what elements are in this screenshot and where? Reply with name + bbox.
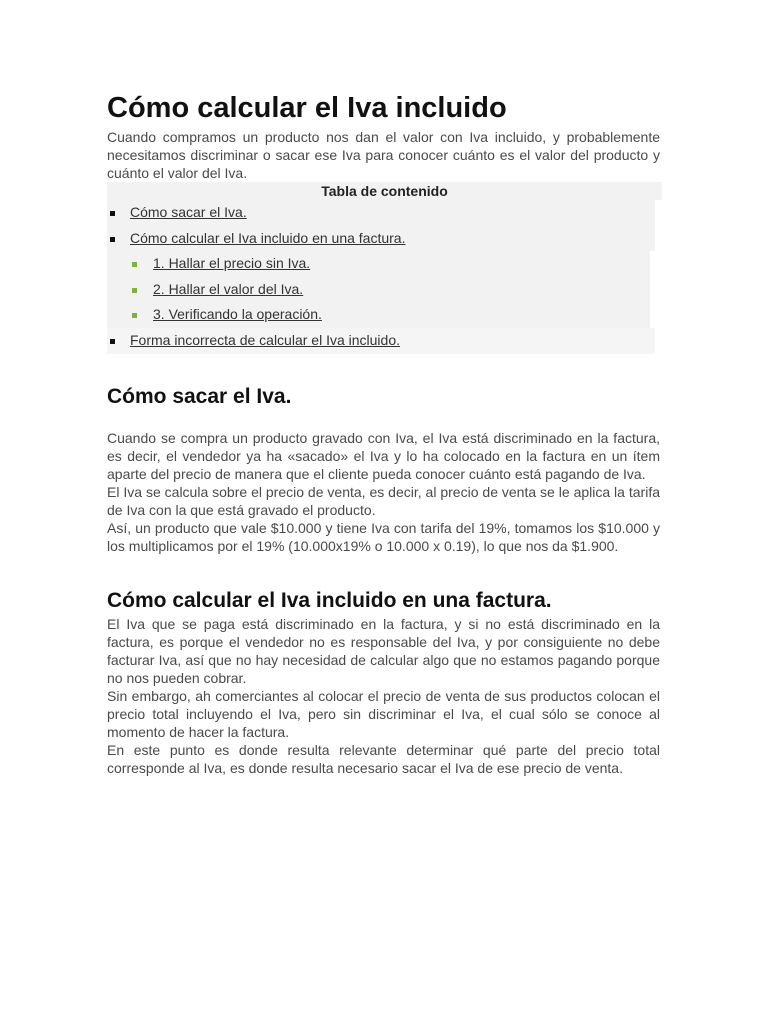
square-bullet-icon	[132, 288, 137, 293]
section-body	[107, 615, 660, 777]
toc-item-forma-incorrecta	[107, 328, 655, 354]
toc-link[interactable]: Cómo sacar el Iva.	[130, 204, 247, 220]
section-heading-calcular-iva-factura: Cómo calcular el Iva incluido en una factura.	[107, 588, 552, 612]
toc-link[interactable]: Cómo calcular el Iva incluido en una factura.	[130, 229, 406, 246]
toc-item-calcular-iva-factura	[107, 226, 655, 252]
square-bullet-icon	[110, 339, 115, 344]
toc-item-como-sacar-iva	[107, 200, 655, 226]
square-bullet-icon	[110, 237, 115, 242]
paragraph: Sin embargo, ah comerciantes al colocar el precio de venta de sus productos colocan el precio total incluyendo el Iva, pero sin discriminar el Iva, el cual sólo se conoce al momento de hacer la factura.	[107, 687, 660, 740]
toc-link[interactable]: 2. Hallar el valor del Iva.	[153, 280, 304, 297]
paragraph: Así, un producto que vale $10.000 y tiene Iva con tarifa del 19%, tomamos los $10.000 y los multiplicamos por el 19% (10.000x19% o 10.000 x 0.19), lo que nos da $1.900.	[107, 519, 660, 554]
toc-link[interactable]: Forma incorrecta de calcular el Iva incluido.	[130, 331, 401, 348]
paragraph: El Iva se calcula sobre el precio de venta, es decir, al precio de venta se le aplica la tarifa de Iva con la que está gravado el producto.	[107, 483, 660, 518]
section-body	[107, 429, 660, 555]
toc-item-hallar-precio	[107, 251, 650, 277]
section-heading-como-sacar-iva: Cómo sacar el Iva.	[107, 384, 292, 408]
page-title: Cómo calcular el Iva incluido	[107, 92, 507, 124]
paragraph: Cuando se compra un producto gravado con Iva, el Iva está discriminado en la factura, es decir, el vendedor ya ha «sacado» el Iva y lo ha colocado en la factura en un ítem aparte del precio de manera que el cliente pueda conocer cuánto está pagando de Iva.	[107, 429, 660, 482]
intro-paragraph: Cuando compramos un producto nos dan el valor con Iva incluido, y probablemente necesitamos discriminar o sacar ese Iva para conocer cuánto es el valor del producto y cuánto el valor del Iva.	[107, 129, 660, 181]
square-bullet-icon	[132, 262, 137, 267]
paragraph: El Iva que se paga está discriminado en la factura, y si no está discriminado en la factura, es porque el vendedor no es responsable del Iva, y por consiguiente no debe facturar Iva, así que no hay necesidad de calcular algo que no estamos pagando porque no nos pueden cobrar.	[107, 615, 660, 686]
square-bullet-icon	[110, 211, 115, 216]
paragraph: En este punto es donde resulta relevante determinar qué parte del precio total corresponde al Iva, es donde resulta necesario sacar el Iva de ese precio de venta.	[107, 741, 660, 776]
toc-list	[107, 200, 662, 354]
toc-item-verificando	[107, 302, 650, 328]
square-bullet-icon	[132, 313, 137, 318]
document-page	[107, 88, 660, 777]
toc-link[interactable]: 1. Hallar el precio sin Iva.	[153, 255, 311, 272]
table-of-contents	[107, 182, 662, 354]
toc-item-hallar-valor	[107, 277, 650, 303]
toc-title: Tabla de contenido	[107, 182, 662, 200]
toc-link[interactable]: 3. Verificando la operación.	[153, 306, 322, 323]
